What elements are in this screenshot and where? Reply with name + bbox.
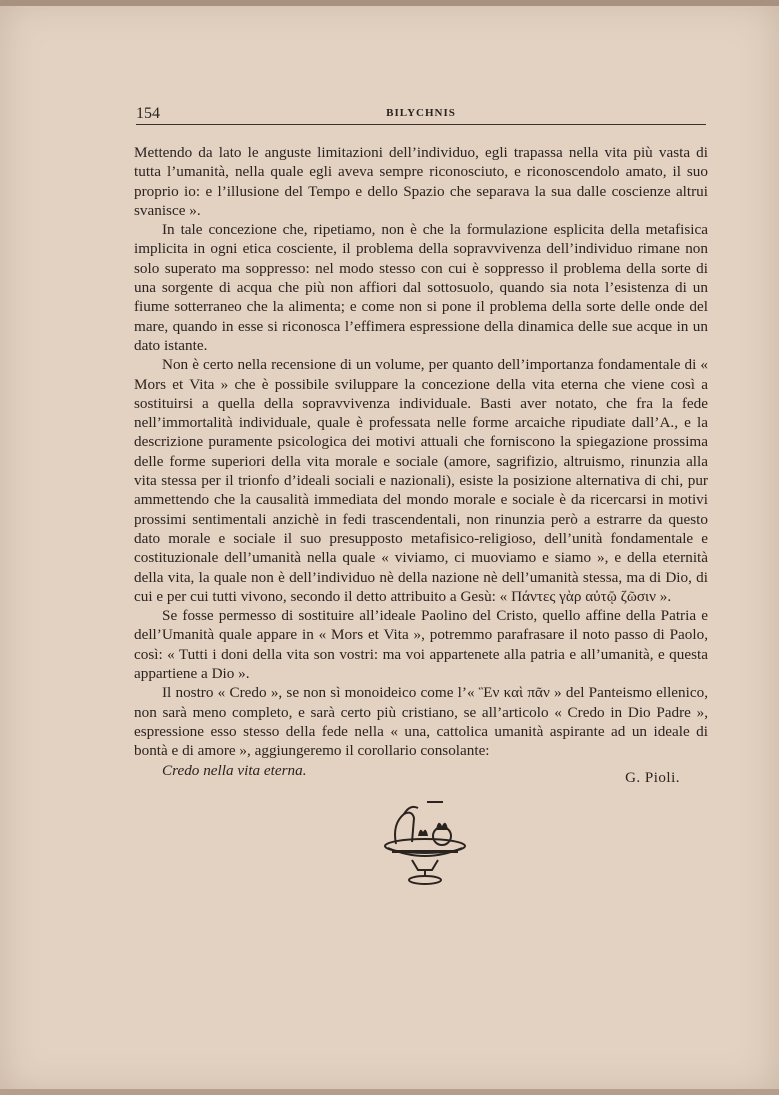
header-rule — [136, 124, 706, 125]
paragraph-4: Se fosse permesso di sostituire all’ideale Paolino del Cristo, quello affine della Patria e dell’Umanità quale appare in « Mors et Vita », potremmo parafrasare il noto passo di Paolo, così: « Tutti i doni della vita son vostri: ma voi appartenete alla patria e all’umanità, e questa appartiene a Dio ». — [134, 607, 708, 683]
paragraph-5: Il nostro « Credo », se non sì monoideico come l’« Ἓν καὶ πᾶν » del Panteismo ellenico, non sarà meno completo, e sarà certo più cristiano, se all’articolo « Credo in Dio Padre », espressione esso stesso della fede nella « una, cattolica umanità aspirante ad un ideale di bontà e di amore », aggiungeremo il corollario consolante: — [134, 684, 708, 760]
paragraph-3: Non è certo nella recensione di un volume, per quanto dell’importanza fondamentale di « Mors et Vita » che è possibile sviluppare la concezione della vita eterna che viene così a sostituirsi a quella della sopravvivenza individuale. Basti aver notato, che fra la fede nell’immortalità individuale, quale è professata nelle forme arcaiche ripudiate dall’A., e la descrizione puramente psicologica dei motivi attuali che forniscono la spiegazione prossima delle forme superiori della vita morale e sociale (amore, sagrifizio, altruismo, rinunzia alla vita stessa per il trionfo d’ideali sociali e nazionali), esiste la posizione alternativa di chi, pur ammettendo che la causalità immediata del mondo morale e sociale è da ricercarsi in motivi prossimi sentimentali anzichè in fedi trascendentali, non rinunzia però a estrarre da questo dato morale e sociale il suo presupposto metafisico-religioso, dell’unità fondamentale e costituzionale dell’umanità nella quale « viviamo, ci muoviamo e siamo », e della eternità della vita, la quale non è dell’individuo nè della nazione nè dell’umanità stessa, ma di Dio, di cui e per cui tutti vivono, secondo il detto attribuito a Gesù: « Πάντες γὰρ αὐτῷ ζῶσιν ». — [134, 356, 708, 605]
paragraph-2: In tale concezione che, ripetiamo, non è che la formulazione esplicita della metafisica implicita in ogni etica cosciente, il problema della sopravvivenza dell’individuo rimane non solo superato ma soppresso: nel modo stesso con cui è soppresso il problema della sorte di una sorgente di acqua che più non affiori dal sottosuolo, quando sia nota l’esistenza di un fiume sotterraneo che la alimenta; e come non si pone il problema della sorte delle onde del mare, quando in esse si riconosca l’effimera espressione della dinamica delle sue acque in un dato istante. — [134, 221, 708, 354]
page-top-edge — [0, 0, 779, 6]
page-bottom-edge — [0, 1089, 779, 1095]
page-header — [136, 105, 706, 125]
paragraph-1: Mettendo da lato le anguste limitazioni dell’individuo, egli trapassa nella vita più vasta di tutta l’umanità, nella quale egli aveva sempre riconosciuto, e riconoscendolo amato, il suo proprio io: e l’illusione del Tempo e dello Spazio che separava la sua dalle coscienze altrui svanisce ». — [134, 144, 708, 219]
author-signature: G. Pioli. — [625, 770, 680, 786]
paragraph-6: Credo nella vita eterna. — [162, 761, 307, 779]
page-number: 154 — [136, 105, 160, 122]
oil-lamp-ornament-icon — [382, 800, 468, 888]
body-text — [134, 143, 708, 780]
running-head: BILYCHNIS — [386, 107, 456, 119]
